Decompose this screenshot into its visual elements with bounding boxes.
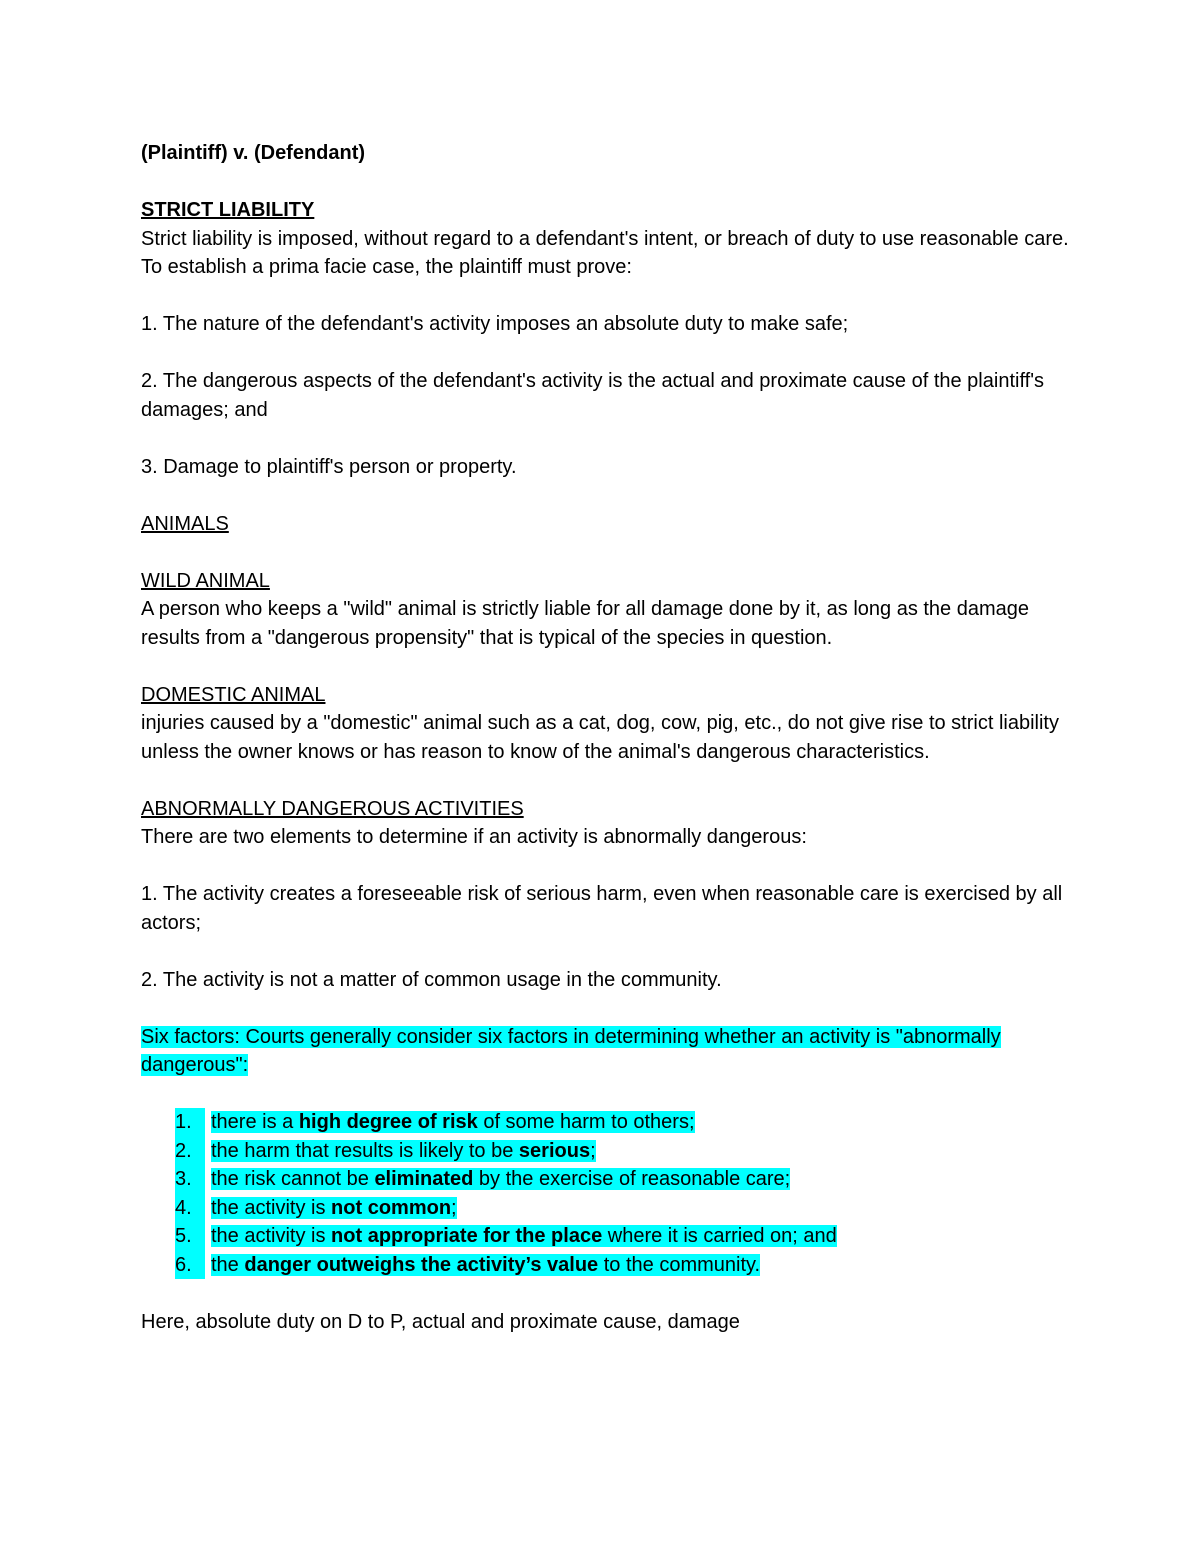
factor-text: where it is carried on; and bbox=[602, 1225, 837, 1247]
six-factors-intro bbox=[141, 1023, 1071, 1080]
factor-text: ; bbox=[590, 1139, 596, 1162]
domestic-animal-heading: DOMESTIC ANIMAL bbox=[141, 683, 326, 706]
factor-text: the activity is bbox=[211, 1196, 332, 1219]
factor-emphasis: not common bbox=[331, 1196, 452, 1219]
factor-emphasis: danger outweighs the activity’s value bbox=[244, 1253, 599, 1276]
six-factors-intro-text: Six factors: Courts generally consider six factors in determining whether an activity is "abnormally dangerous": bbox=[141, 1025, 1001, 1076]
factor-text: the risk cannot be bbox=[211, 1168, 375, 1190]
factor-item bbox=[175, 1194, 1071, 1223]
factor-emphasis: eliminated bbox=[374, 1168, 474, 1190]
document-page bbox=[141, 139, 1071, 1336]
factor-number: 5. bbox=[175, 1222, 205, 1251]
conclusion: Here, absolute duty on D to P, actual and proximate cause, damage bbox=[141, 1310, 740, 1333]
strict-liability-element-2: 2. The dangerous aspects of the defendant's activity is the actual and proximate cause of the plaintiff's damages; and bbox=[141, 370, 1045, 421]
strict-liability-heading: STRICT LIABILITY bbox=[141, 199, 315, 221]
abnormally-dangerous-intro: There are two elements to determine if an activity is abnormally dangerous: bbox=[141, 826, 807, 848]
wild-animal-text: A person who keeps a "wild" animal is strictly liable for all damage done by it, as long as the damage results from a "dangerous propensity" that is typical of the species in question. bbox=[141, 598, 1030, 649]
factor-item bbox=[175, 1222, 1071, 1251]
domestic-animal-text: injuries caused by a "domestic" animal such as a cat, dog, cow, pig, etc., do not give rise to strict liability unless the owner knows or has reason to know of the animal's dangerous characteristics. bbox=[141, 712, 1059, 763]
strict-liability-element-1: 1. The nature of the defendant's activity imposes an absolute duty to make safe; bbox=[141, 313, 849, 335]
factor-number: 6. bbox=[175, 1251, 205, 1280]
case-caption: (Plaintiff) v. (Defendant) bbox=[141, 142, 366, 164]
factor-text: the bbox=[211, 1253, 245, 1276]
abnormally-dangerous-element-2: 2. The activity is not a matter of common usage in the community. bbox=[141, 968, 722, 991]
factor-emphasis: not appropriate for the place bbox=[331, 1225, 603, 1247]
factor-text: by the exercise of reasonable care; bbox=[473, 1168, 791, 1190]
factor-text: the harm that results is likely to be bbox=[211, 1139, 519, 1162]
factor-number: 1. bbox=[175, 1108, 205, 1137]
factor-number: 3. bbox=[175, 1165, 205, 1194]
factor-emphasis: serious bbox=[518, 1139, 591, 1162]
factor-item bbox=[175, 1251, 1071, 1280]
factor-text: the activity is bbox=[211, 1225, 332, 1247]
strict-liability-intro: Strict liability is imposed, without regard to a defendant's intent, or breach of duty to use reasonable care. To establish a prima facie case, the plaintiff must prove: bbox=[141, 227, 1069, 278]
factor-number: 4. bbox=[175, 1194, 205, 1223]
factor-emphasis: high degree of risk bbox=[298, 1111, 478, 1133]
factor-text: of some harm to others; bbox=[477, 1111, 695, 1133]
factor-text: to the community. bbox=[598, 1253, 761, 1276]
factor-item bbox=[175, 1137, 1071, 1166]
factor-text: there is a bbox=[211, 1111, 299, 1133]
factor-number: 2. bbox=[175, 1137, 205, 1166]
factor-item bbox=[175, 1165, 1071, 1194]
abnormally-dangerous-element-1: 1. The activity creates a foreseeable risk of serious harm, even when reasonable care is exercised by all actors; bbox=[141, 883, 1063, 934]
factor-item bbox=[175, 1108, 1071, 1137]
animals-heading: ANIMALS bbox=[141, 512, 229, 535]
six-factors-list bbox=[141, 1108, 1071, 1279]
wild-animal-heading: WILD ANIMAL bbox=[141, 569, 270, 592]
factor-text: ; bbox=[451, 1196, 457, 1219]
strict-liability-element-3: 3. Damage to plaintiff's person or property. bbox=[141, 455, 517, 478]
abnormally-dangerous-heading: ABNORMALLY DANGEROUS ACTIVITIES bbox=[141, 797, 524, 820]
